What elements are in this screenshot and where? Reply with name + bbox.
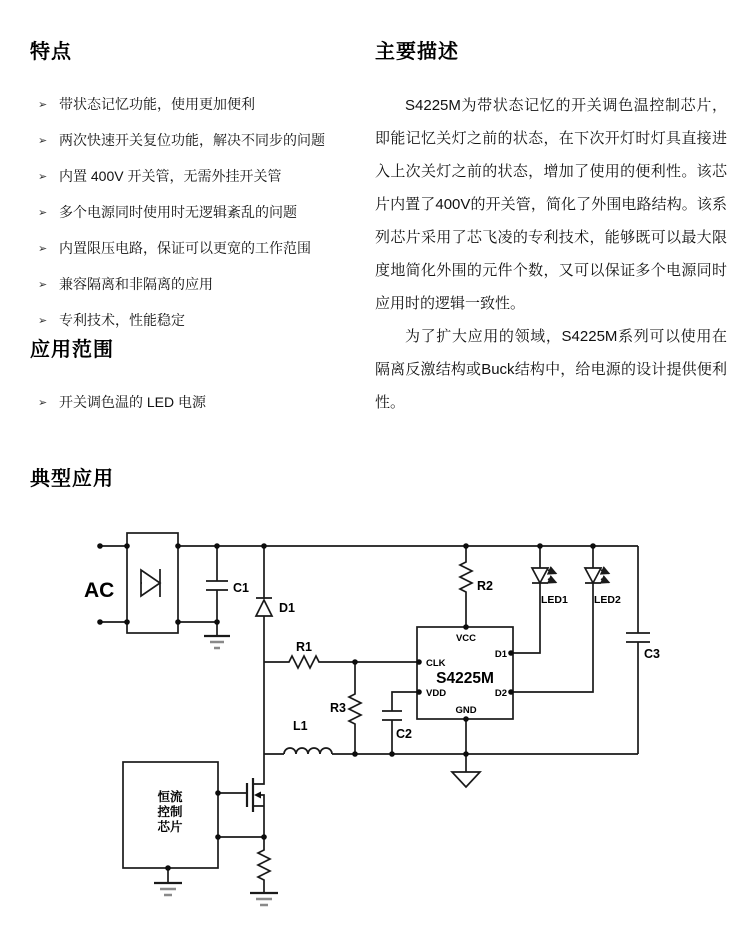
resistor-r2 bbox=[460, 546, 493, 627]
bridge-rectifier bbox=[127, 533, 178, 633]
r2-label: R2 bbox=[477, 579, 493, 593]
r1-label: R1 bbox=[296, 640, 312, 654]
left-column bbox=[30, 40, 364, 420]
bullet-arrow-icon: ➢ bbox=[38, 278, 48, 291]
description-paragraph: S4225M为带状态记忆的开关调色温控制芯片，即能记忆关灯之前的状态，在下次开灯时灯具直接进入上次关灯之前的状态，增加了使用的便利性。该芯片内置了400V的开关管，简化了外围电路结构。该系列芯片采用了芯飞凌的专利技术，能够既可以最大限度地简化外围的元件个数，又可以保证多个电源同时应用时的逻辑一致性。 bbox=[375, 97, 727, 312]
list-item bbox=[30, 302, 364, 338]
c1-label: C1 bbox=[233, 581, 249, 595]
bullet-arrow-icon: ➢ bbox=[38, 314, 48, 327]
cap-c2 bbox=[382, 692, 417, 754]
pin-d2: D2 bbox=[494, 688, 507, 699]
ic-s4225m bbox=[417, 627, 513, 719]
pin-d1: D1 bbox=[494, 649, 507, 660]
cc-chip-label-line: 芯片 bbox=[157, 820, 183, 834]
feature-text: 带状态记忆功能，使用更加便利 bbox=[59, 96, 255, 112]
ac-source bbox=[84, 546, 127, 622]
applications-list bbox=[30, 384, 364, 420]
l1-label: L1 bbox=[293, 719, 308, 733]
cc-control-chip-box bbox=[123, 762, 218, 895]
list-item bbox=[30, 158, 364, 194]
description-paragraph: 为了扩大应用的领域，S4225M系列可以使用在隔离反激结构或Buck结构中，给电源的设计提供便利性。 bbox=[375, 328, 727, 411]
description-column bbox=[375, 40, 727, 419]
resistor-r3 bbox=[330, 662, 361, 754]
c3-label: C3 bbox=[644, 647, 660, 661]
list-item bbox=[30, 230, 364, 266]
ic-name: S4225M bbox=[436, 670, 494, 687]
application-text: 开关调色温的 LED 电源 bbox=[59, 394, 207, 410]
led2-label: LED2 bbox=[594, 594, 621, 606]
cap-c3 bbox=[626, 546, 660, 754]
led1-label: LED1 bbox=[541, 594, 568, 606]
cc-chip-label-line: 恒流 bbox=[157, 790, 183, 804]
bullet-arrow-icon: ➢ bbox=[38, 242, 48, 255]
bullet-arrow-icon: ➢ bbox=[38, 396, 48, 409]
description-title: 主要描述 bbox=[375, 41, 459, 63]
inductor-l1 bbox=[264, 719, 638, 754]
feature-text: 兼容隔离和非隔离的应用 bbox=[59, 276, 213, 292]
features-list bbox=[30, 86, 364, 338]
feature-text: 专利技术，性能稳定 bbox=[59, 312, 185, 328]
feature-text: 内置限压电路，保证可以更宽的工作范围 bbox=[59, 240, 311, 256]
bullet-arrow-icon: ➢ bbox=[38, 98, 48, 111]
d1-label: D1 bbox=[279, 601, 295, 615]
feature-text: 内置 400V 开关管，无需外挂开关管 bbox=[59, 168, 282, 184]
r3-label: R3 bbox=[330, 701, 346, 715]
pin-vdd: VDD bbox=[426, 688, 447, 699]
mosfet bbox=[218, 754, 264, 837]
led1 bbox=[513, 546, 568, 653]
bullet-arrow-icon: ➢ bbox=[38, 170, 48, 183]
c2-label: C2 bbox=[396, 727, 412, 741]
bullet-arrow-icon: ➢ bbox=[38, 206, 48, 219]
list-item bbox=[30, 266, 364, 302]
resistor-r1 bbox=[264, 640, 417, 668]
pin-clk: CLK bbox=[426, 658, 446, 669]
cc-chip-label-line: 控制 bbox=[157, 805, 183, 819]
list-item bbox=[30, 86, 364, 122]
applications-title: 应用范围 bbox=[30, 339, 114, 361]
typical-application-title: 典型应用 bbox=[30, 468, 114, 490]
led2 bbox=[513, 546, 621, 692]
ac-label: AC bbox=[84, 579, 115, 602]
list-item bbox=[30, 194, 364, 230]
typical-application-circuit bbox=[0, 505, 747, 937]
sense-resistor bbox=[250, 837, 278, 905]
feature-text: 多个电源同时使用时无逻辑紊乱的问题 bbox=[59, 204, 297, 220]
cap-c1 bbox=[204, 546, 249, 648]
bullet-arrow-icon: ➢ bbox=[38, 134, 48, 147]
diode-d1 bbox=[256, 546, 295, 754]
pin-gnd: GND bbox=[455, 705, 477, 716]
pin-vcc: VCC bbox=[455, 633, 477, 644]
list-item bbox=[30, 122, 364, 158]
list-item bbox=[30, 384, 364, 420]
feature-text: 两次快速开关复位功能，解决不同步的问题 bbox=[59, 132, 325, 148]
features-title: 特点 bbox=[30, 41, 72, 63]
